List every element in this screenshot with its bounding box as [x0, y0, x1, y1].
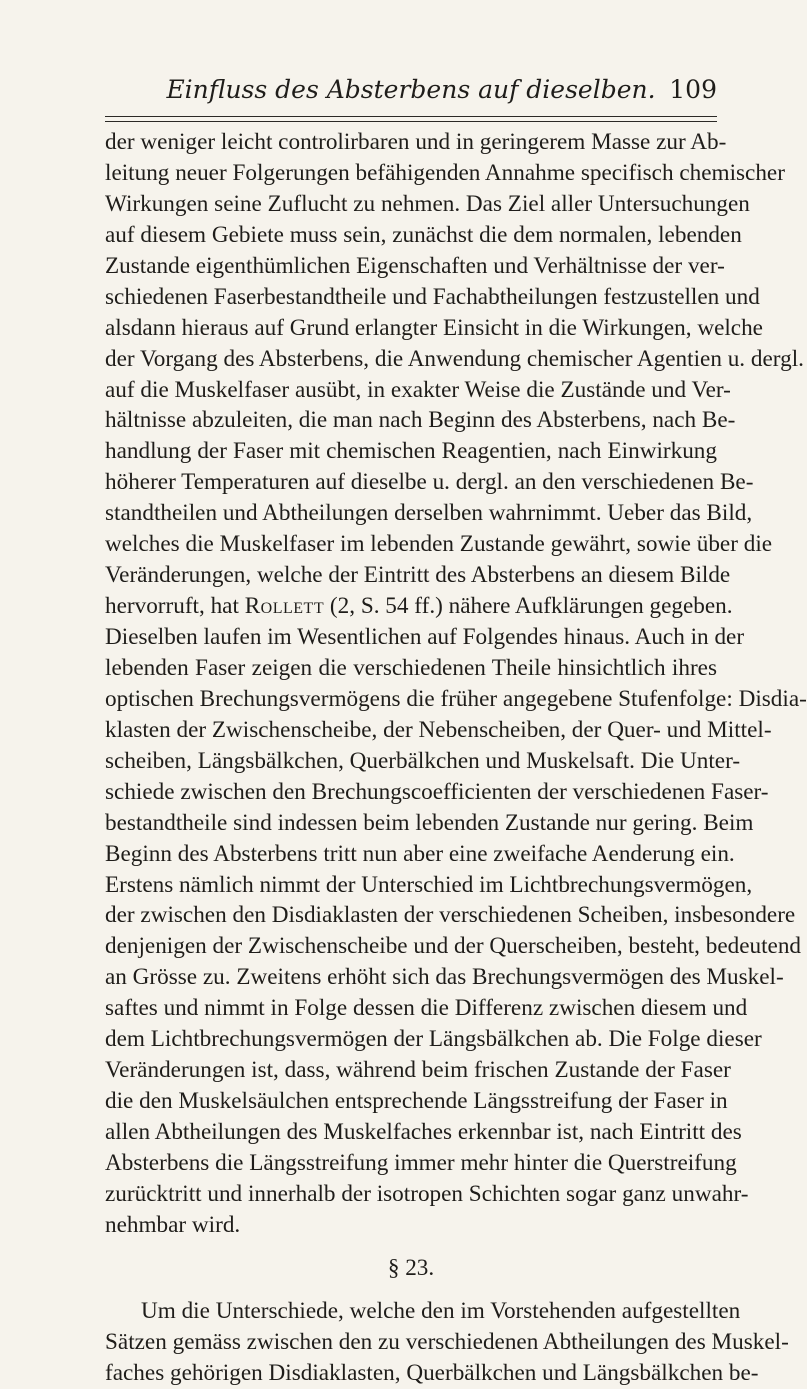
text-line: die den Muskelsäulchen entsprechende Längsstreifung der Faser in	[105, 1088, 728, 1115]
text-line: Absterbens die Längsstreifung immer mehr hinter die Querstreifung	[105, 1149, 737, 1176]
text-line: alsdann hieraus auf Grund erlangter Einsicht in die Wirkungen, welche	[105, 314, 763, 341]
text-line-last: nehmbar wird.	[105, 1211, 241, 1238]
running-title: Einfluss des Absterbens auf dieselben.	[166, 75, 656, 104]
text-line: saftes und nimmt in Folge dessen die Differenz zwischen diesem und	[105, 995, 748, 1022]
text-line: allen Abtheilungen des Muskelfaches erkennbar ist, nach Eintritt des	[105, 1119, 742, 1145]
paragraph-2	[105, 1296, 789, 1389]
text-line: höherer Temperaturen auf dieselbe u. dergl. an den verschiedenen Be-	[105, 469, 754, 496]
section-spacer	[105, 1241, 717, 1253]
text-line: Wirkungen seine Zuflucht zu nehmen. Das Ziel aller Untersuchungen	[105, 190, 750, 217]
text-line: optischen Brechungsvermögens die früher angegebene Stufenfolge: Disdia-	[105, 685, 807, 712]
text-line: Dieselben laufen im Wesentlichen auf Folgendes hinaus. Auch in der	[105, 624, 745, 650]
text-line: lebenden Faser zeigen die verschiedenen Theile hinsichtlich ihres	[105, 654, 717, 681]
text-line: schiede zwischen den Brechungscoefficienten der verschiedenen Faser-	[105, 778, 769, 805]
paragraph-1	[105, 127, 807, 1241]
text-line: scheiben, Längsbälkchen, Querbälkchen und Muskelsaft. Die Unter-	[105, 747, 741, 774]
text-line: Veränderungen ist, dass, während beim frischen Zustande der Faser	[105, 1057, 731, 1084]
page-number: 109	[669, 75, 717, 104]
header-rule-top	[105, 116, 717, 117]
citation-lead-text: hervorruft, hat	[105, 593, 245, 620]
text-line-citation	[105, 591, 733, 622]
citation-trail-text: (2, S. 54 ff.) nähere Aufklärungen gegeben.	[324, 593, 733, 620]
text-line: Erstens nämlich nimmt der Unterschied im Lichtbrechungsvermögen,	[105, 871, 753, 898]
section-heading: § 23.	[387, 1254, 435, 1281]
text-line: Zustande eigenthümlichen Eigenschaften und Verhältnisse der ver-	[105, 252, 725, 279]
text-line: handlung der Faser mit chemischen Reagentien, nach Einwirkung	[105, 438, 717, 465]
text-line: der weniger leicht controlirbaren und in geringerem Masse zur Ab-	[105, 129, 727, 155]
text-line: faches gehörigen Disdiaklasten, Querbälkchen und Längsbälkchen be-	[105, 1359, 759, 1386]
text-line: Sätzen gemäss zwischen den zu verschiedenen Abtheilungen des Muskel-	[105, 1328, 789, 1355]
text-line: an Grösse zu. Zweitens erhöht sich das Brechungsvermögen des Muskel-	[105, 964, 784, 991]
text-line: hältnisse abzuleiten, die man nach Beginn des Absterbens, nach Be-	[105, 407, 736, 434]
author-name-rollett: Rollett	[244, 593, 325, 620]
text-line: schiedenen Faserbestandtheile und Fachabtheilungen festzustellen und	[105, 283, 760, 310]
text-line: denjenigen der Zwischenscheibe und der Querscheiben, besteht, bedeutend	[105, 933, 802, 960]
text-line: der Vorgang des Absterbens, die Anwendung chemischer Agentien u. dergl.	[105, 345, 804, 372]
text-line: der zwischen den Disdiaklasten der verschiedenen Scheiben, insbesondere	[105, 902, 796, 929]
running-head	[105, 73, 717, 113]
text-line: klasten der Zwischenscheibe, der Nebenscheiben, der Quer- und Mittel-	[105, 716, 772, 743]
text-line: standtheilen und Abtheilungen derselben wahrnimmt. Ueber das Bild,	[105, 500, 753, 527]
text-line: welches die Muskelfaser im lebenden Zustande gewährt, sowie über die	[105, 531, 773, 558]
header-rule-bottom	[105, 121, 717, 122]
text-line: dem Lichtbrechungsvermögen der Längsbälkchen ab. Die Folge dieser	[105, 1026, 762, 1053]
text-line: auf diesem Gebiete muss sein, zunächst die dem normalen, lebenden	[105, 221, 742, 248]
text-line: bestandtheile sind indessen beim lebenden Zustande nur gering. Beim	[105, 809, 754, 836]
text-line: Veränderungen, welche der Eintritt des Absterbens an diesem Bilde	[105, 562, 731, 589]
text-line: Beginn des Absterbens tritt nun aber eine zweifache Aenderung ein.	[105, 840, 735, 867]
text-line: Um die Unterschiede, welche den im Vorstehenden aufgestellten	[141, 1297, 741, 1324]
text-line: auf die Muskelfaser ausübt, in exakter Weise die Zustände und Ver-	[105, 376, 731, 403]
text-line: zurücktritt und innerhalb der isotropen Schichten sogar ganz unwahr-	[105, 1180, 749, 1207]
text-line: leitung neuer Folgerungen befähigenden Annahme specifisch chemischer	[105, 159, 785, 186]
section-spacer	[105, 1284, 717, 1296]
body-text	[105, 127, 807, 1389]
